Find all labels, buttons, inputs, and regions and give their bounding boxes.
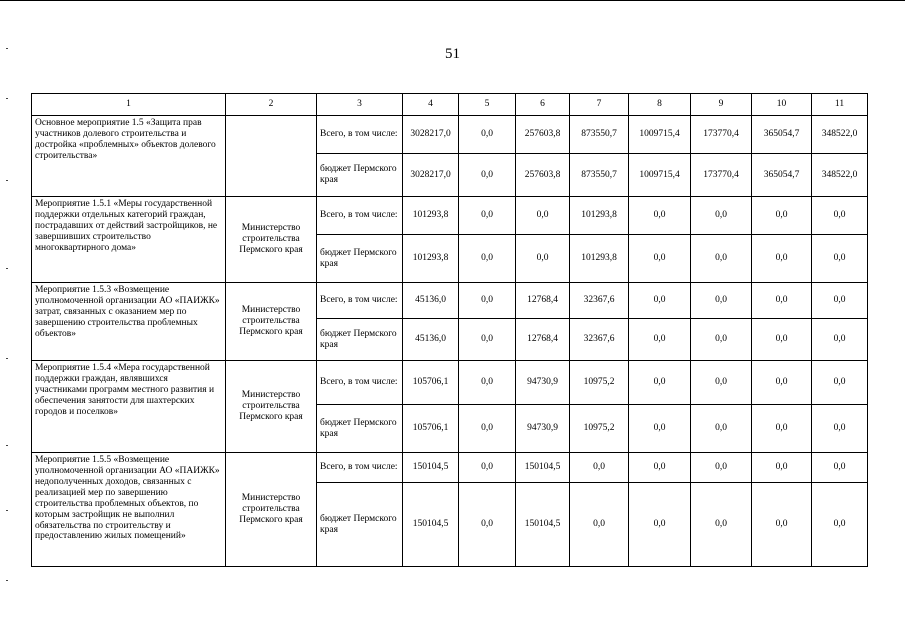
amount-cell: 0,0 [516, 197, 570, 235]
top-border-line [0, 0, 905, 1]
amount-cell: 0,0 [629, 483, 691, 567]
amount-cell: 3028217,0 [403, 154, 459, 197]
amount-cell: 0,0 [691, 197, 752, 235]
amount-cell: 0,0 [752, 483, 812, 567]
amount-cell: 0,0 [459, 319, 516, 361]
amount-cell: 0,0 [459, 283, 516, 319]
funding-source: Всего, в том числе: [317, 116, 403, 154]
amount-cell: 0,0 [752, 283, 812, 319]
amount-cell: 0,0 [629, 235, 691, 283]
funding-source: Всего, в том числе: [317, 453, 403, 483]
amount-cell: 150104,5 [403, 453, 459, 483]
amount-cell: 0,0 [812, 319, 868, 361]
amount-cell: 365054,7 [752, 116, 812, 154]
amount-cell: 101293,8 [570, 197, 629, 235]
amount-cell: 3028217,0 [403, 116, 459, 154]
amount-cell: 0,0 [691, 361, 752, 405]
amount-cell: 0,0 [752, 197, 812, 235]
amount-cell: 0,0 [459, 116, 516, 154]
column-header: 11 [812, 94, 868, 116]
amount-cell: 0,0 [812, 283, 868, 319]
amount-cell: 0,0 [459, 235, 516, 283]
amount-cell: 12768,4 [516, 283, 570, 319]
header-row [32, 94, 868, 116]
amount-cell: 0,0 [691, 405, 752, 453]
activity-description: Мероприятие 1.5.4 «Мера государственной поддержки граждан, являвшихся участниками программ местного развития и обеспечения занятости для шахтерских городов и поселков» [32, 361, 226, 453]
amount-cell: 101293,8 [570, 235, 629, 283]
column-header: 9 [691, 94, 752, 116]
amount-cell: 0,0 [752, 319, 812, 361]
amount-cell: 0,0 [752, 361, 812, 405]
amount-cell: 0,0 [691, 319, 752, 361]
amount-cell: 0,0 [812, 235, 868, 283]
amount-cell: 257603,8 [516, 116, 570, 154]
amount-cell: 873550,7 [570, 116, 629, 154]
amount-cell: 150104,5 [516, 453, 570, 483]
amount-cell: 0,0 [752, 235, 812, 283]
funding-source: Всего, в том числе: [317, 197, 403, 235]
amount-cell: 0,0 [691, 235, 752, 283]
page-number: 51 [445, 46, 460, 62]
amount-cell: 94730,9 [516, 405, 570, 453]
column-header: 3 [317, 94, 403, 116]
left-margin-marks [6, 40, 7, 600]
column-header: 2 [226, 94, 317, 116]
table-row [32, 361, 868, 405]
column-header: 7 [570, 94, 629, 116]
column-header: 10 [752, 94, 812, 116]
activity-description: Мероприятие 1.5.1 «Меры государственной поддержки отдельных категорий граждан, пострадавших от действий застройщиков, не завершивших строительство многоквартирного дома» [32, 197, 226, 283]
amount-cell: 12768,4 [516, 319, 570, 361]
funding-source: бюджет Пермского края [317, 235, 403, 283]
amount-cell: 0,0 [459, 197, 516, 235]
amount-cell: 0,0 [629, 197, 691, 235]
amount-cell: 257603,8 [516, 154, 570, 197]
amount-cell: 45136,0 [403, 319, 459, 361]
funding-source: Всего, в том числе: [317, 283, 403, 319]
amount-cell: 10975,2 [570, 405, 629, 453]
amount-cell: 0,0 [459, 361, 516, 405]
executor-cell: Министерство строительства Пермского края [226, 197, 317, 283]
amount-cell: 0,0 [812, 483, 868, 567]
funding-source: Всего, в том числе: [317, 361, 403, 405]
column-header: 6 [516, 94, 570, 116]
table-row [32, 283, 868, 319]
amount-cell: 0,0 [812, 453, 868, 483]
amount-cell: 105706,1 [403, 405, 459, 453]
amount-cell: 0,0 [812, 405, 868, 453]
column-header: 1 [32, 94, 226, 116]
amount-cell: 1009715,4 [629, 116, 691, 154]
amount-cell: 0,0 [812, 197, 868, 235]
funding-source: бюджет Пермского края [317, 319, 403, 361]
amount-cell: 0,0 [570, 453, 629, 483]
amount-cell: 150104,5 [403, 483, 459, 567]
activity-description: Мероприятие 1.5.5 «Возмещение уполномоченной организации АО «ПАИЖК» недополученных доходов, связанных с реализацией мер по завершению строительства проблемных объектов, по которым застройщик не выполнил обязательства по строительству и предоставлению жилых помещений» [32, 453, 226, 567]
amount-cell: 0,0 [459, 453, 516, 483]
funding-source: бюджет Пермского края [317, 154, 403, 197]
table-row [32, 197, 868, 235]
amount-cell: 101293,8 [403, 235, 459, 283]
amount-cell: 1009715,4 [629, 154, 691, 197]
amount-cell: 348522,0 [812, 154, 868, 197]
executor-cell: Министерство строительства Пермского края [226, 283, 317, 361]
amount-cell: 0,0 [459, 483, 516, 567]
executor-cell: Министерство строительства Пермского края [226, 453, 317, 567]
amount-cell: 873550,7 [570, 154, 629, 197]
amount-cell: 0,0 [691, 453, 752, 483]
amount-cell: 94730,9 [516, 361, 570, 405]
amount-cell: 365054,7 [752, 154, 812, 197]
column-header: 8 [629, 94, 691, 116]
executor-cell: Министерство строительства Пермского края [226, 361, 317, 453]
budget-table [31, 93, 868, 567]
amount-cell: 0,0 [570, 483, 629, 567]
amount-cell: 101293,8 [403, 197, 459, 235]
amount-cell: 348522,0 [812, 116, 868, 154]
executor-cell [226, 116, 317, 197]
table-row [32, 453, 868, 483]
activity-description: Мероприятие 1.5.3 «Возмещение уполномоченной организации АО «ПАИЖК» затрат, связанных с оказанием мер по завершению строительства проблемных объектов» [32, 283, 226, 361]
amount-cell: 0,0 [629, 453, 691, 483]
amount-cell: 0,0 [629, 405, 691, 453]
amount-cell: 105706,1 [403, 361, 459, 405]
amount-cell: 45136,0 [403, 283, 459, 319]
amount-cell: 0,0 [629, 361, 691, 405]
amount-cell: 0,0 [629, 283, 691, 319]
amount-cell: 150104,5 [516, 483, 570, 567]
amount-cell: 10975,2 [570, 361, 629, 405]
funding-source: бюджет Пермского края [317, 405, 403, 453]
table-row [32, 116, 868, 154]
amount-cell: 0,0 [629, 319, 691, 361]
column-header: 5 [459, 94, 516, 116]
amount-cell: 0,0 [691, 283, 752, 319]
amount-cell: 173770,4 [691, 154, 752, 197]
amount-cell: 0,0 [459, 154, 516, 197]
amount-cell: 32367,6 [570, 319, 629, 361]
funding-source: бюджет Пермского края [317, 483, 403, 567]
amount-cell: 173770,4 [691, 116, 752, 154]
amount-cell: 32367,6 [570, 283, 629, 319]
column-header: 4 [403, 94, 459, 116]
amount-cell: 0,0 [752, 453, 812, 483]
amount-cell: 0,0 [516, 235, 570, 283]
activity-description: Основное мероприятие 1.5 «Защита прав участников долевого строительства и достройка «проблемных» объектов долевого строительства» [32, 116, 226, 197]
amount-cell: 0,0 [752, 405, 812, 453]
amount-cell: 0,0 [691, 483, 752, 567]
amount-cell: 0,0 [812, 361, 868, 405]
amount-cell: 0,0 [459, 405, 516, 453]
